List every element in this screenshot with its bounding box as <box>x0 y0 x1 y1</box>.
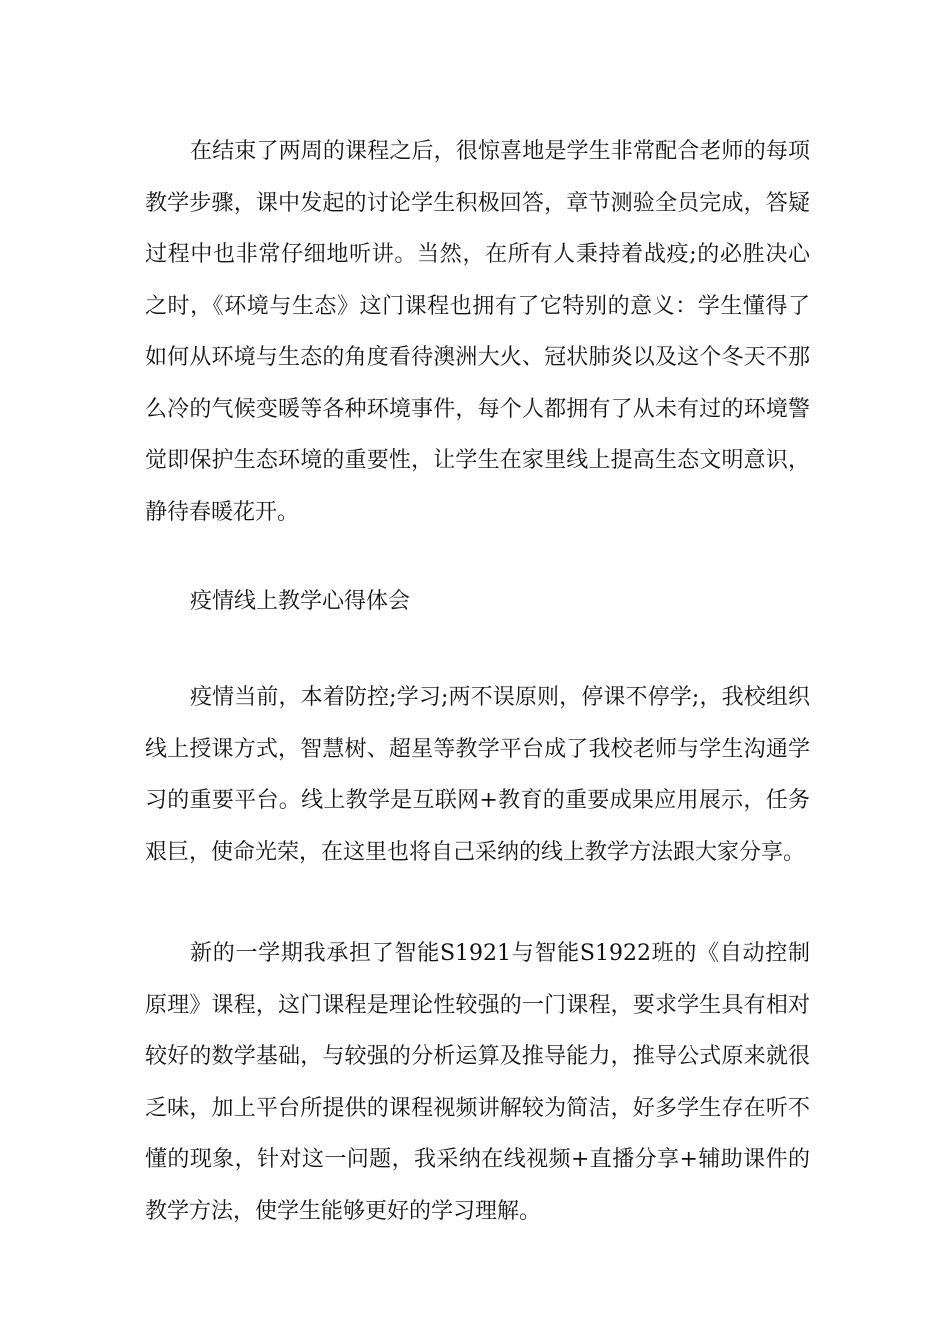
paragraph-2: 疫情当前，本着防控;学习;两不误原则，停课不停学;，我校组织线上授课方式，智慧树、超星等教学平台成了我校老师与学生沟通学习的重要平台。线上教学是互联网+教育的重要成果应用展示，任务艰巨，使命光荣，在这里也将自己采纳的线上教学方法跟大家分享。 <box>145 685 810 865</box>
paragraph-1: 在结束了两周的课程之后，很惊喜地是学生非常配合老师的每项教学步骤，课中发起的讨论学生积极回答，章节测验全员完成，答疑过程中也非常仔细地听讲。当然，在所有人秉持着战疫;的必胜决心之时，《环境与生态》这门课程也拥有了它特别的意义：学生懂得了如何从环境与生态的角度看待澳洲大火、冠状肺炎以及这个冬天不那么冷的气候变暖等各种环境事件，每个人都拥有了从未有过的环境警觉即保护生态环境的重要性，让学生在家里线上提高生态文明意识，静待春暖花开。 <box>145 139 810 525</box>
paragraph-3: 新的一学期我承担了智能S1921与智能S1922班的《自动控制原理》课程，这门课程是理论性较强的一门课程，要求学生具有相对较好的数学基础，与较强的分析运算及推导能力，推导公式原来就很乏味，加上平台所提供的课程视频讲解较为简洁，好多学生存在听不懂的现象，针对这一问题，我采纳在线视频+直播分享+辅助课件的教学方法，使学生能够更好的学习理解。 <box>145 941 810 1224</box>
section-heading: 疫情线上教学心得体会 <box>190 589 411 614</box>
